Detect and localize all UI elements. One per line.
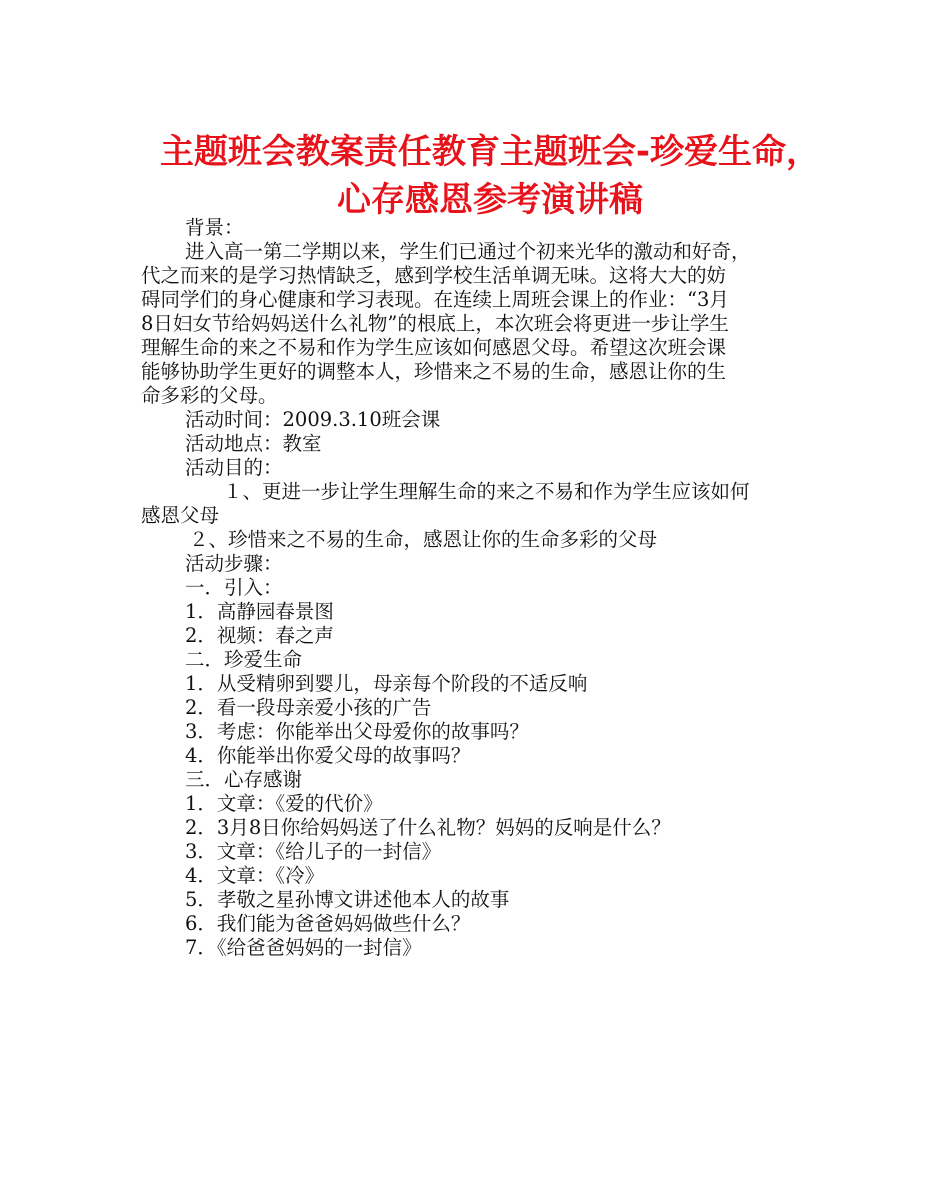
list-item: 5．孝敬之星孙博文讲述他本人的故事 xyxy=(185,888,510,911)
list-item: 1．文章：《爱的代价》 xyxy=(185,792,383,815)
list-item: 4．文章：《冷》 xyxy=(185,864,325,887)
background-line: 代之而来的是学习热情缺乏，感到学校生活单调无味。这将大大的妨 xyxy=(141,264,727,287)
activity-place: 活动地点：教室 xyxy=(185,432,322,455)
title-line-1: 主题班会教案责任教育主题班会-珍爱生命， xyxy=(159,132,821,172)
activity-goal-label: 活动目的： xyxy=(185,456,283,479)
section-heading: 一．引入： xyxy=(185,576,283,599)
list-item: 3．文章：《给儿子的一封信》 xyxy=(185,840,442,863)
section-heading: 二．珍爱生命 xyxy=(185,648,303,671)
background-line: 理解生命的来之不易和作为学生应该如何感恩父母。希望这次班会课 xyxy=(141,336,727,359)
background-line: 能够协助学生更好的调整本人，珍惜来之不易的生命，感恩让你的生 xyxy=(141,360,727,383)
title-line-2: 心存感恩参考演讲稿 xyxy=(337,180,643,220)
section-cherish-life xyxy=(141,648,813,768)
activity-goal-1: １、更进一步让学生理解生命的来之不易和作为学生应该如何 xyxy=(223,480,750,503)
background-line: 碍同学们的身心健康和学习表现。在连续上周班会课上的作业：“3月 xyxy=(141,288,729,311)
activity-goal-2: ２、珍惜来之不易的生命，感恩让你的生命多彩的父母 xyxy=(189,528,658,551)
section-intro xyxy=(141,576,813,648)
background-line: 进入高一第二学期以来，学生们已通过个初来光华的激动和好奇， xyxy=(185,240,751,263)
list-item: 3．考虑：你能举出父母爱你的故事吗？ xyxy=(185,720,529,743)
activity-steps-label: 活动步骤： xyxy=(185,552,283,575)
list-item: 1．从受精卵到婴儿，母亲每个阶段的不适反响 xyxy=(185,672,588,695)
list-item: 2．3月8日你给妈妈送了什么礼物？妈妈的反响是什么？ xyxy=(185,816,671,839)
list-item: 1．高静园春景图 xyxy=(185,600,334,623)
section-gratitude xyxy=(141,768,813,960)
list-item: 6．我们能为爸爸妈妈做些什么？ xyxy=(185,912,471,935)
activity-time: 活动时间：2009.3.10班会课 xyxy=(185,408,441,431)
background-label: 背景： xyxy=(185,216,244,239)
list-item: 7．《给爸爸妈妈的一封信》 xyxy=(185,936,422,959)
list-item: 2．看一段母亲爱小孩的广告 xyxy=(185,696,432,719)
list-item: 2．视频：春之声 xyxy=(185,624,334,647)
background-line: 命多彩的父母。 xyxy=(141,384,278,407)
activity-goal-1-continued: 感恩父母 xyxy=(141,504,220,527)
document-title xyxy=(100,128,880,224)
background-paragraph xyxy=(141,240,813,408)
background-line: 8日妇女节给妈妈送什么礼物”的根底上，本次班会将更进一步让学生 xyxy=(141,312,729,335)
section-heading: 三．心存感谢 xyxy=(185,768,303,791)
document-body xyxy=(141,216,813,960)
list-item: 4．你能举出你爱父母的故事吗？ xyxy=(185,744,471,767)
